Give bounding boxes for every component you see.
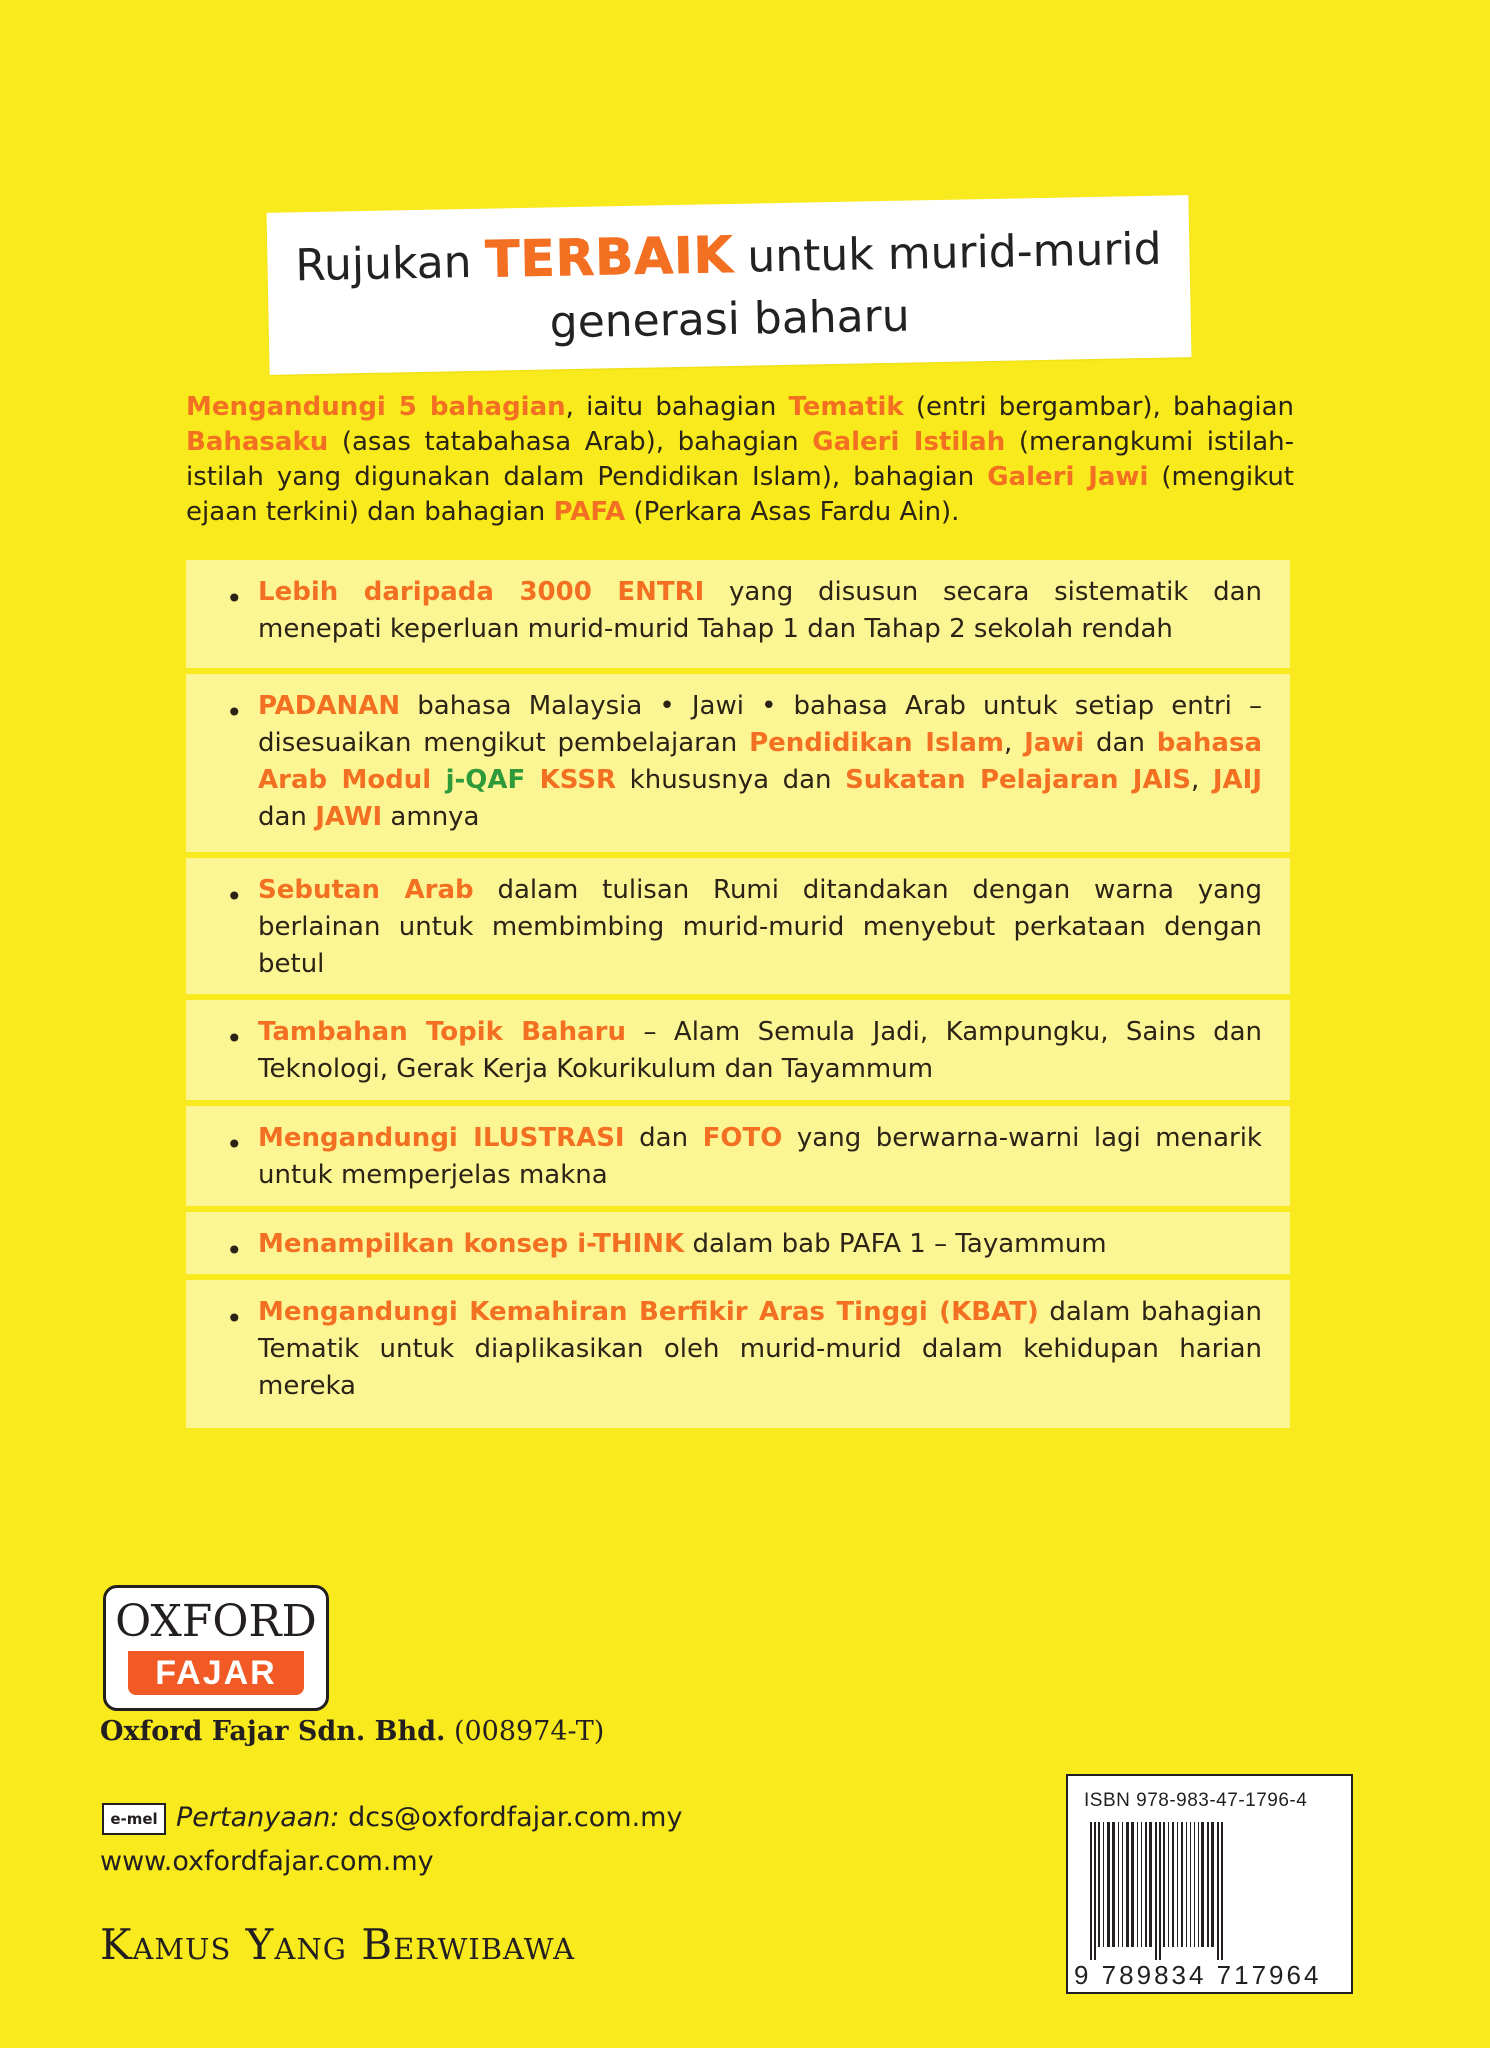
email-icon bbox=[102, 1803, 166, 1835]
highlight-text: Mengandungi 5 bahagian bbox=[186, 392, 566, 422]
highlight-text: KSSR bbox=[525, 765, 617, 795]
barcode-bar bbox=[1149, 1822, 1152, 1947]
barcode-bar bbox=[1198, 1822, 1199, 1947]
barcode-bar bbox=[1221, 1822, 1223, 1962]
intro-paragraph bbox=[186, 390, 1294, 530]
bullet-icon: • bbox=[226, 1234, 243, 1267]
feature-text bbox=[258, 1212, 1262, 1263]
body-text: (entri bergambar), bahagian bbox=[903, 392, 1294, 422]
highlight-text: Pendidikan Islam bbox=[749, 728, 1004, 758]
body-text: (mengikut ejaan terkini) dan bahagian bbox=[186, 462, 1294, 527]
barcode-bar bbox=[1207, 1822, 1209, 1947]
barcode-bar bbox=[1177, 1822, 1178, 1947]
feature-text bbox=[258, 858, 1262, 983]
bullet-icon: • bbox=[226, 1022, 243, 1055]
barcode-bar bbox=[1112, 1822, 1115, 1947]
highlight-text: Tematik bbox=[788, 392, 904, 422]
highlight-text: Menampilkan konsep i-THINK bbox=[258, 1229, 685, 1259]
highlight-text: Jawi bbox=[1024, 728, 1085, 758]
tagline-line-1 bbox=[267, 217, 1190, 293]
feature-item bbox=[186, 560, 1290, 668]
highlight-text: Galeri Jawi bbox=[987, 462, 1149, 492]
feature-text bbox=[258, 1280, 1262, 1405]
highlight-text: Sebutan Arab bbox=[258, 875, 474, 905]
tagline-card bbox=[267, 195, 1192, 375]
highlight-text: JAIJ bbox=[1212, 765, 1262, 795]
body-text: , iaitu bahagian bbox=[565, 392, 789, 422]
features-list bbox=[186, 560, 1290, 1430]
highlight-text: JAWI bbox=[315, 802, 383, 832]
barcode-bar bbox=[1194, 1822, 1195, 1947]
bullet-icon: • bbox=[226, 880, 243, 913]
body-text: dalam bab PAFA 1 – Tayammum bbox=[684, 1229, 1107, 1259]
feature-item bbox=[186, 1106, 1290, 1206]
barcode-bar bbox=[1159, 1822, 1161, 1962]
tagline-post: untuk murid-murid bbox=[732, 223, 1163, 283]
feature-text bbox=[258, 1000, 1262, 1088]
barcode-bar bbox=[1163, 1822, 1165, 1947]
body-text: – Alam Semula Jadi, Kampungku, Sains dan Teknologi, Gerak Kerja Kokurikulum dan Tayammum bbox=[258, 1017, 1262, 1084]
feature-item bbox=[186, 1000, 1290, 1100]
body-text: dalam tulisan Rumi ditandakan dengan warna yang berlainan untuk membimbing murid-murid menyebut perkataan dengan betul bbox=[258, 875, 1262, 979]
barcode-bar bbox=[1190, 1822, 1191, 1947]
body-text: bahasa Malaysia • Jawi • bahasa Arab untuk setiap entri – disesuaikan mengikut pembelajaran bbox=[258, 691, 1262, 758]
highlight-text: PAFA bbox=[553, 497, 626, 527]
tagline-line-2: generasi baharu bbox=[549, 290, 911, 349]
barcode-bar bbox=[1155, 1822, 1157, 1962]
bullet-icon: • bbox=[226, 1302, 243, 1335]
highlight-text: Bahasaku bbox=[186, 427, 329, 457]
feature-item bbox=[186, 1212, 1290, 1274]
body-text: dan bbox=[624, 1123, 703, 1153]
body-text: amnya bbox=[382, 802, 480, 832]
body-text: dalam bahagian Tematik untuk diaplikasikan oleh murid-murid dalam kehidupan harian mereka bbox=[258, 1297, 1262, 1401]
email-icon-label: e-mel bbox=[110, 1810, 158, 1828]
barcode-bar bbox=[1137, 1822, 1138, 1947]
body-text: , bbox=[1003, 728, 1025, 758]
body-text: yang disusun secara sistematik dan menepati keperluan murid-murid Tahap 1 dan Tahap 2 sekolah rendah bbox=[258, 577, 1262, 644]
highlight-text: Lebih daripada 3000 ENTRI bbox=[258, 577, 705, 607]
body-text: (Perkara Asas Fardu Ain). bbox=[625, 497, 960, 527]
barcode-bar bbox=[1217, 1822, 1219, 1962]
feature-item bbox=[186, 674, 1290, 852]
barcode-bar bbox=[1094, 1822, 1096, 1962]
highlight-text: Sukatan Pelajaran JAIS bbox=[845, 765, 1192, 795]
tagline-emphasis: TERBAIK bbox=[484, 225, 734, 289]
company-reg: (008974-T) bbox=[445, 1716, 605, 1747]
highlight-text: FOTO bbox=[702, 1123, 783, 1153]
feature-text bbox=[258, 674, 1262, 836]
barcode-box bbox=[1066, 1774, 1353, 1994]
barcode-bar bbox=[1172, 1822, 1174, 1947]
body-text: (merangkumi istilah-istilah yang digunakan dalam Pendidikan Islam), bahagian bbox=[186, 427, 1295, 492]
body-text: khususnya dan bbox=[616, 765, 846, 795]
feature-text bbox=[258, 1106, 1262, 1194]
barcode-bar bbox=[1131, 1822, 1134, 1947]
barcode-bar bbox=[1126, 1822, 1129, 1947]
email-line bbox=[176, 1802, 682, 1833]
company-line bbox=[100, 1716, 604, 1747]
feature-text bbox=[258, 560, 1262, 648]
logo-oxford-text: OXFORD bbox=[115, 1596, 317, 1647]
highlight-text: Mengandungi ILUSTRASI bbox=[258, 1123, 625, 1153]
barcode-bar bbox=[1211, 1822, 1214, 1947]
barcode-bar bbox=[1118, 1822, 1119, 1947]
barcode-number: 9 789834 717964 bbox=[1074, 1960, 1346, 1991]
bullet-icon: • bbox=[226, 696, 243, 729]
barcode-bar bbox=[1186, 1822, 1187, 1947]
highlight-text: Galeri Istilah bbox=[812, 427, 1006, 457]
highlight-text: PADANAN bbox=[258, 691, 401, 721]
motto: Kamus Yang Berwibawa bbox=[100, 1920, 576, 1969]
company-name: Oxford Fajar Sdn. Bhd. bbox=[100, 1716, 446, 1747]
logo-fajar-text: FAJAR bbox=[128, 1651, 304, 1695]
barcode-bar bbox=[1098, 1822, 1100, 1947]
bullet-icon: • bbox=[226, 1128, 243, 1161]
feature-item bbox=[186, 858, 1290, 994]
barcode-bar bbox=[1090, 1822, 1092, 1962]
barcode-bar bbox=[1107, 1822, 1110, 1947]
barcode-bar bbox=[1145, 1822, 1147, 1947]
isbn-text: ISBN 978-983-47-1796-4 bbox=[1084, 1790, 1308, 1811]
highlight-text: Mengandungi Kemahiran Berfikir Aras Tinggi (KBAT) bbox=[258, 1297, 1039, 1327]
barcode-bars bbox=[1088, 1822, 1338, 1962]
barcode-bar bbox=[1168, 1822, 1169, 1947]
body-text: , bbox=[1191, 765, 1213, 795]
body-text: yang berwarna-warni lagi menarik untuk memperjelas makna bbox=[258, 1123, 1262, 1190]
barcode-bar bbox=[1141, 1822, 1142, 1947]
email-label: Pertanyaan: bbox=[176, 1802, 340, 1833]
highlight-text: bahasa Arab Modul bbox=[258, 728, 1262, 795]
email-address[interactable]: dcs@oxfordfajar.com.my bbox=[339, 1802, 683, 1833]
website-link[interactable]: www.oxfordfajar.com.my bbox=[100, 1846, 434, 1877]
body-text: dan bbox=[258, 802, 316, 832]
body-text: (asas tatabahasa Arab), bahagian bbox=[328, 427, 813, 457]
barcode-bar bbox=[1201, 1822, 1204, 1947]
bullet-icon: • bbox=[226, 582, 243, 615]
highlight-text: Tambahan Topik Baharu bbox=[258, 1017, 626, 1047]
highlight-green-text: j-QAF bbox=[445, 765, 526, 795]
tagline-pre: Rujukan bbox=[294, 236, 486, 292]
barcode-bar bbox=[1122, 1822, 1123, 1947]
feature-item bbox=[186, 1280, 1290, 1428]
body-text: dan bbox=[1084, 728, 1157, 758]
barcode-bar bbox=[1103, 1822, 1104, 1947]
barcode-bar bbox=[1181, 1822, 1183, 1947]
oxford-fajar-logo bbox=[103, 1585, 329, 1711]
